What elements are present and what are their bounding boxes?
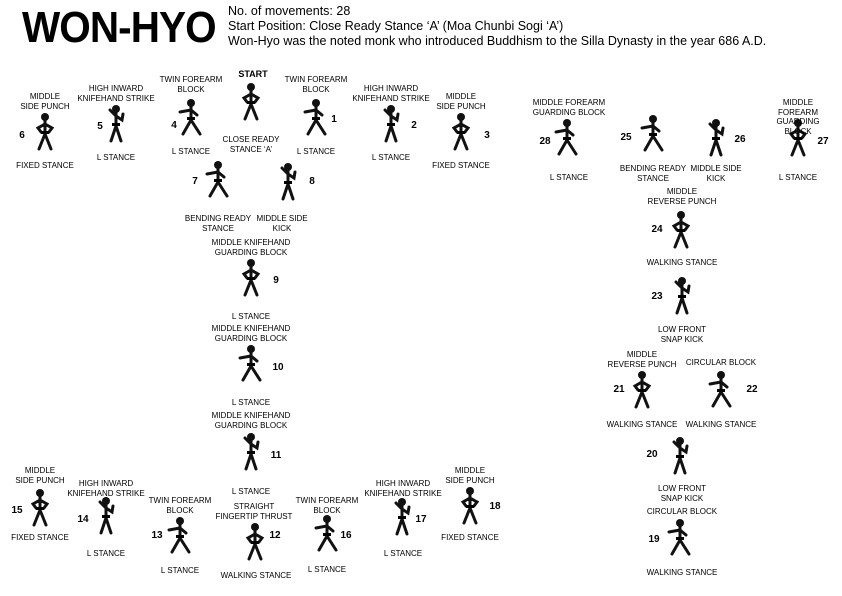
technique-label: MIDDLE FOREARM GUARDING BLOCK (532, 98, 606, 117)
technique-label: HIGH INWARD KNIFEHAND STRIKE (364, 479, 442, 498)
technique-label: MIDDLE REVERSE PUNCH (647, 187, 717, 206)
movement-number: 6 (19, 130, 25, 141)
movement-number: 7 (192, 176, 198, 187)
stance-label: WALKING STANCE (646, 258, 718, 267)
movement-number: 5 (97, 121, 103, 132)
stance-label: L STANCE (86, 549, 126, 558)
movement-number: 23 (651, 291, 663, 302)
martial-artist-figure-icon (166, 516, 194, 556)
technique-label: HIGH INWARD KNIFEHAND STRIKE (77, 84, 155, 103)
martial-artist-figure-icon (237, 432, 265, 472)
stance-label: L STANCE (160, 566, 200, 575)
martial-artist-figure-icon (177, 98, 205, 138)
stance-label: L STANCE (549, 173, 589, 182)
technique-label: TWIN FOREARM BLOCK (284, 75, 348, 94)
movement-number: 4 (171, 120, 177, 131)
technique-label: MIDDLE SIDE PUNCH (436, 92, 486, 111)
movement-number: 3 (484, 130, 490, 141)
martial-artist-figure-icon (241, 522, 269, 562)
movement-number: 10 (272, 362, 284, 373)
stance-label: WALKING STANCE (220, 571, 292, 580)
technique-label: HIGH INWARD KNIFEHAND STRIKE (67, 479, 145, 498)
movement-number: 11 (270, 450, 282, 461)
movement-number: 25 (620, 132, 632, 143)
movement-number: 18 (489, 501, 501, 512)
technique-label: MIDDLE SIDE PUNCH (20, 92, 70, 111)
technique-label: TWIN FOREARM BLOCK (295, 496, 359, 515)
stance-label: WALKING STANCE (646, 568, 718, 577)
movement-number: 1 (331, 114, 337, 125)
technique-label: MIDDLE FOREARM GUARDING BLOCK (776, 98, 820, 136)
stance-label: FIXED STANCE (16, 161, 74, 170)
stance-label: L STANCE (231, 398, 271, 407)
stance-label: L STANCE (171, 147, 211, 156)
stance-label: FIXED STANCE (441, 533, 499, 542)
movement-number: 17 (415, 514, 427, 525)
martial-artist-figure-icon (302, 98, 330, 138)
stance-label: BENDING READY STANCE (619, 164, 687, 183)
stance-label: MIDDLE SIDE KICK (690, 164, 742, 183)
movement-number: 24 (651, 224, 663, 235)
movement-number: 21 (613, 384, 625, 395)
technique-label: MIDDLE SIDE PUNCH (445, 466, 495, 485)
martial-artist-figure-icon (377, 104, 405, 144)
stance-label: MIDDLE SIDE KICK (256, 214, 308, 233)
page-title: WON-HYO (22, 3, 216, 52)
technique-label: STRAIGHT FINGERTIP THRUST (215, 502, 293, 521)
start-label: START (238, 69, 268, 79)
technique-label: MIDDLE SIDE PUNCH (15, 466, 65, 485)
movement-number: 22 (746, 384, 758, 395)
movement-number: 26 (734, 134, 746, 145)
stance-label: BENDING READY STANCE (184, 214, 252, 233)
technique-label: TWIN FOREARM BLOCK (159, 75, 223, 94)
movement-number: 15 (11, 505, 23, 516)
stance-label: L STANCE (231, 312, 271, 321)
movement-number: 27 (817, 136, 829, 147)
stance-label: L STANCE (96, 153, 136, 162)
martial-artist-figure-icon (456, 486, 484, 526)
movement-number: 13 (151, 530, 163, 541)
stance-label: L STANCE (371, 153, 411, 162)
martial-artist-figure-icon (313, 514, 341, 554)
movement-count: No. of movements: 28 (228, 4, 351, 18)
movement-number: 28 (539, 136, 551, 147)
movement-number: 8 (309, 176, 315, 187)
martial-artist-figure-icon (628, 370, 656, 410)
martial-artist-figure-icon (666, 436, 694, 476)
stance-label: L STANCE (383, 549, 423, 558)
pattern-description: Won-Hyo was the noted monk who introduced Buddhism to the Silla Dynasty in the year 686 A.D. (228, 34, 767, 48)
stance-label: L STANCE (778, 173, 818, 182)
stance-label: L STANCE (296, 147, 336, 156)
stance-label: WALKING STANCE (606, 420, 678, 429)
movement-number: 9 (273, 275, 279, 286)
martial-artist-figure-icon (31, 112, 59, 152)
stance-label: L STANCE (231, 487, 271, 496)
technique-label: CIRCULAR BLOCK (685, 358, 757, 367)
stance-label: CLOSE READY STANCE ‘A’ (222, 135, 280, 154)
martial-artist-figure-icon (553, 118, 581, 158)
movement-number: 19 (648, 534, 660, 545)
martial-artist-figure-icon (667, 210, 695, 250)
technique-label: MIDDLE REVERSE PUNCH (607, 350, 677, 369)
martial-artist-figure-icon (447, 112, 475, 152)
technique-label: MIDDLE KNIFEHAND GUARDING BLOCK (211, 238, 291, 257)
martial-artist-figure-icon (26, 488, 54, 528)
movement-number: 14 (77, 514, 89, 525)
martial-artist-figure-icon (639, 114, 667, 154)
martial-artist-figure-icon (102, 104, 130, 144)
start-position: Start Position: Close Ready Stance ‘A’ (Moa Chunbi Sogi ‘A’) (228, 19, 564, 33)
martial-artist-figure-icon (237, 344, 265, 384)
stance-label: L STANCE (307, 565, 347, 574)
stance-label: LOW FRONT SNAP KICK (658, 325, 706, 344)
martial-artist-figure-icon (666, 518, 694, 558)
stance-label: FIXED STANCE (432, 161, 490, 170)
martial-artist-figure-icon (237, 82, 265, 122)
movement-number: 16 (340, 530, 352, 541)
movement-number: 2 (411, 120, 417, 131)
stance-label: LOW FRONT SNAP KICK (658, 484, 706, 503)
martial-artist-figure-icon (237, 258, 265, 298)
martial-artist-figure-icon (707, 370, 735, 410)
martial-artist-figure-icon (668, 276, 696, 316)
technique-label: MIDDLE KNIFEHAND GUARDING BLOCK (211, 411, 291, 430)
technique-label: HIGH INWARD KNIFEHAND STRIKE (352, 84, 430, 103)
technique-label: TWIN FOREARM BLOCK (148, 496, 212, 515)
martial-artist-figure-icon (274, 162, 302, 202)
movement-number: 12 (269, 530, 281, 541)
martial-artist-figure-icon (204, 160, 232, 200)
martial-artist-figure-icon (92, 496, 120, 536)
martial-artist-figure-icon (388, 497, 416, 537)
stance-label: FIXED STANCE (11, 533, 69, 542)
martial-artist-figure-icon (702, 118, 730, 158)
movement-number: 20 (646, 449, 658, 460)
technique-label: CIRCULAR BLOCK (646, 507, 718, 516)
stance-label: WALKING STANCE (685, 420, 757, 429)
technique-label: MIDDLE KNIFEHAND GUARDING BLOCK (211, 324, 291, 343)
